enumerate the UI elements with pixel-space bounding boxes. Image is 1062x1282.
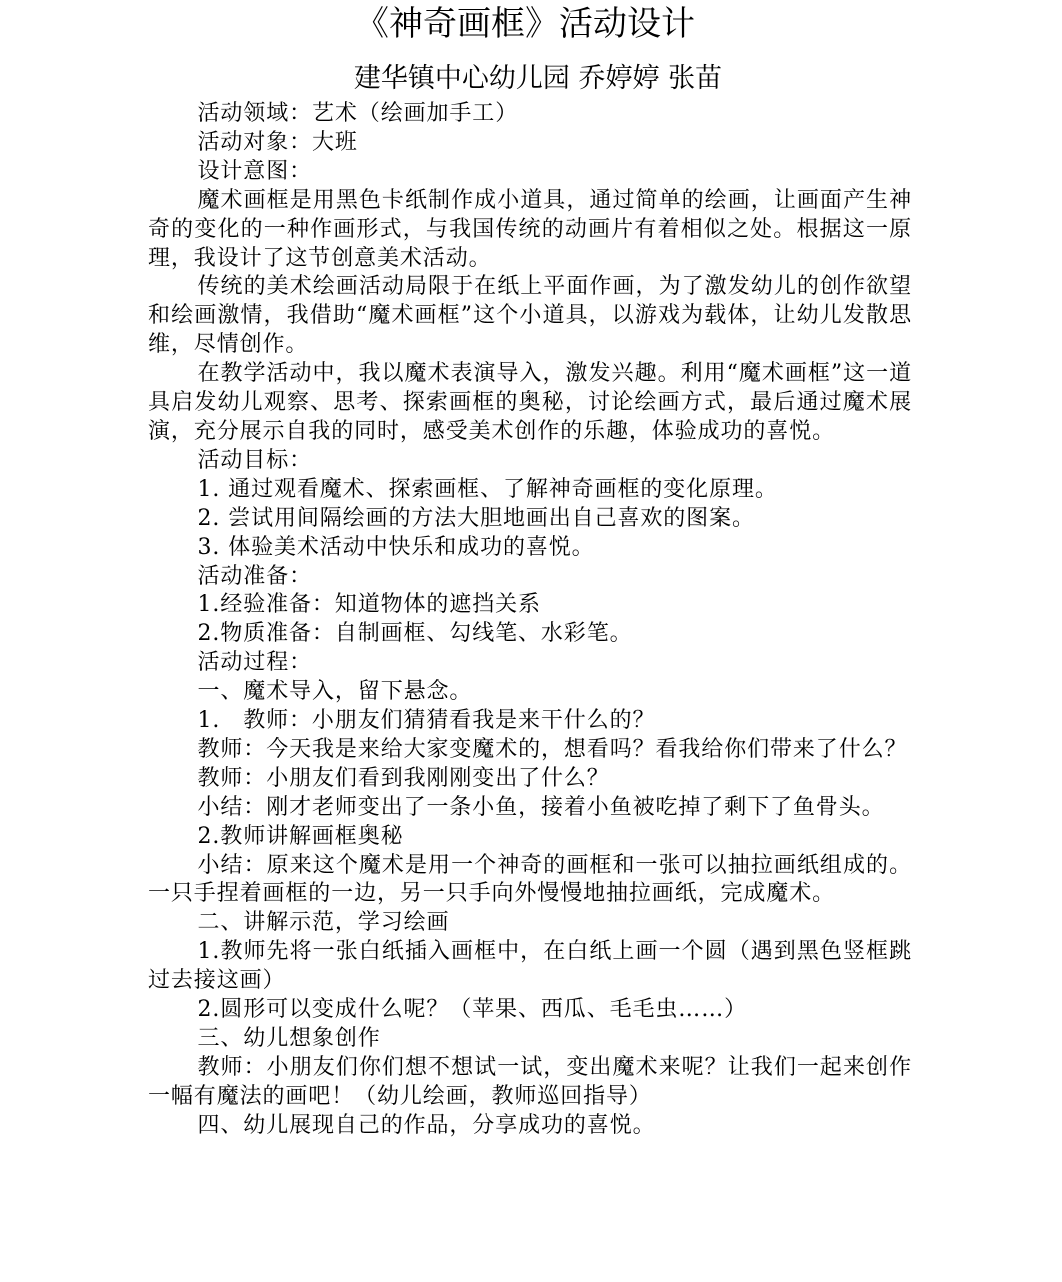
paragraph: 活动对象：大班	[197, 129, 358, 155]
paragraph: 1. 通过观看魔术、探索画框、了解神奇画框的变化原理。	[197, 476, 778, 502]
paragraph: 活动目标：	[197, 447, 313, 473]
paragraph: 魔术画框是用黑色卡纸制作成小道具，通过简单的绘画，让画面产生神奇的变化的一种作画形式，与我国传统的动画片有着相似之处。根据这一原理，我设计了这节创意美术活动。	[148, 187, 912, 271]
paragraph: 在教学活动中，我以魔术表演导入，激发兴趣。利用“魔术画框”这一道具启发幼儿观察、思考、探索画框的奥秘，讨论绘画方式，最后通过魔术展演，充分展示自我的同时，感受美术创作的乐趣，体验成功的喜悦。	[148, 361, 912, 444]
paragraph: 活动过程：	[197, 650, 313, 676]
document-page	[0, 4, 1062, 1282]
paragraph: 传统的美术绘画活动局限于在纸上平面作画，为了激发幼儿的创作欲望和绘画激情，我借助“魔术画框”这个小道具，以游戏为载体，让幼儿发散思维，尽情创作。	[148, 274, 912, 358]
paragraph: 1.经验准备：知道物体的遮挡关系	[197, 592, 541, 618]
author-line: 建华镇中心幼儿园 乔婷婷 张苗	[353, 63, 723, 94]
paragraph: 教师：小朋友们看到我刚刚变出了什么？	[197, 765, 610, 791]
paragraph: 三、幼儿想象创作	[197, 1026, 381, 1051]
paragraph: 二、讲解示范，学习绘画	[197, 910, 450, 936]
paragraph: 小结：原来这个魔术是用一个神奇的画框和一张可以抽拉画纸组成的。一只手捏着画框的一边，另一只手向外慢慢地抽拉画纸，完成魔术。	[148, 852, 912, 907]
paragraph: 小结：刚才老师变出了一条小鱼，接着小鱼被吃掉了剩下了鱼骨头。	[197, 794, 885, 820]
paragraph: 设计意图：	[197, 158, 313, 184]
paragraph: 1. 教师：小朋友们猜猜看我是来干什么的？	[197, 708, 656, 734]
paragraph: 四、幼儿展现自己的作品，分享成功的喜悦。	[197, 1112, 656, 1138]
paragraph: 一、魔术导入，留下悬念。	[197, 679, 473, 705]
paragraph: 教师：今天我是来给大家变魔术的，想看吗？看我给你们带来了什么？	[197, 736, 908, 762]
document-body	[148, 100, 912, 1141]
paragraph: 教师：小朋友们你们想不想试一试，变出魔术来呢？让我们一起来创作一幅有魔法的画吧！（幼儿绘画，教师巡回指导）	[148, 1054, 912, 1109]
paragraph: 活动准备：	[197, 563, 313, 589]
paragraph: 2.圆形可以变成什么呢？（苹果、西瓜、毛毛虫……）	[197, 997, 747, 1023]
paragraph: 活动领域：艺术（绘画加手工）	[197, 101, 519, 126]
paragraph: 1.教师先将一张白纸插入画框中，在白纸上画一个圆（遇到黑色竖框跳过去接这画）	[148, 939, 912, 994]
paragraph: 2. 尝试用间隔绘画的方法大胆地画出自己喜欢的图案。	[197, 505, 755, 531]
paragraph: 2.教师讲解画框奥秘	[197, 823, 404, 849]
document-title: 《神奇画框》活动设计	[355, 4, 695, 44]
paragraph: 2.物质准备：自制画框、勾线笔、水彩笔。	[197, 621, 633, 647]
paragraph: 3. 体验美术活动中快乐和成功的喜悦。	[197, 534, 595, 560]
